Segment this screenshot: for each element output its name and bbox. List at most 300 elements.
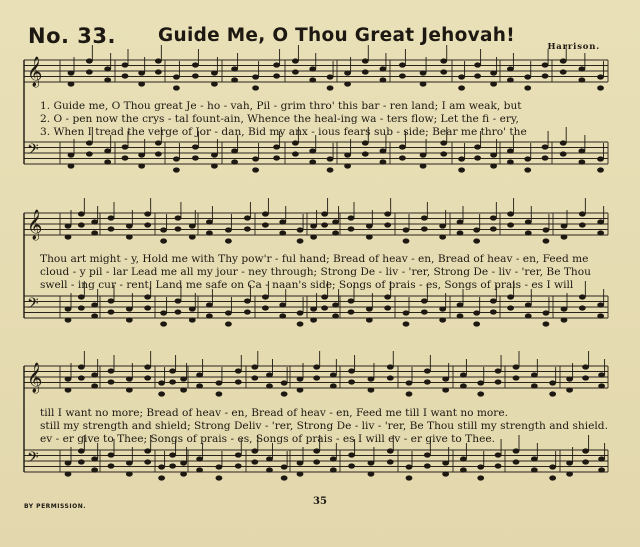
system1-verse2: 2. O - pen now the crys - tal fount-ain, Whence the heal-ing wa - ters flow; Let the fi - ery, [40, 113, 519, 125]
note-head [126, 223, 133, 228]
note-head [91, 383, 98, 388]
note-head [122, 73, 129, 78]
note-head [477, 391, 484, 396]
note-head [597, 313, 604, 318]
note-head [173, 85, 180, 90]
note-head [543, 227, 550, 232]
note-head [108, 226, 115, 231]
note-head [155, 140, 162, 145]
note-head [244, 309, 251, 314]
note-head [525, 313, 532, 318]
note-head [362, 151, 369, 156]
note-head [68, 70, 75, 75]
note-head [421, 309, 428, 314]
note-head [582, 448, 589, 453]
hymn-number: No. 33. [28, 24, 116, 48]
note-head [362, 140, 369, 145]
note-head [235, 463, 242, 468]
note-head [262, 211, 269, 216]
note-head [313, 459, 320, 464]
note-head [144, 375, 151, 380]
note-head [348, 309, 355, 314]
note-head [309, 66, 316, 71]
note-head [597, 230, 604, 235]
note-head [297, 460, 304, 465]
note-head [542, 144, 549, 149]
note-head [297, 321, 304, 326]
note-head [309, 159, 316, 164]
page-number: 35 [313, 496, 327, 507]
note-head [313, 448, 320, 453]
note-head [473, 238, 480, 243]
note-head [348, 368, 355, 373]
note-head [384, 222, 391, 227]
system3-verse3: ev - er give to Thee; Songs of prais - es, Songs of prais - es I will ev - er give to Thee. [40, 433, 495, 445]
note-head [561, 317, 568, 322]
note-head [597, 156, 604, 161]
note-head [490, 81, 497, 86]
note-head [344, 81, 351, 86]
note-head [126, 234, 133, 239]
note-head [380, 66, 387, 71]
note-head [368, 387, 375, 392]
note-head [281, 380, 288, 385]
note-head [65, 471, 72, 476]
note-head [549, 391, 556, 396]
note-head [235, 379, 242, 384]
note-head [216, 380, 223, 385]
note-head [262, 294, 269, 299]
note-head [189, 317, 196, 322]
note-head [273, 155, 280, 160]
note-head [310, 223, 317, 228]
note-head [457, 302, 464, 307]
note-head [158, 475, 165, 480]
note-head [310, 306, 317, 311]
note-head [399, 155, 406, 160]
note-head [235, 452, 242, 457]
note-head [122, 155, 129, 160]
note-head [65, 317, 72, 322]
note-head [597, 167, 604, 172]
note-head [457, 313, 464, 318]
note-head [65, 306, 72, 311]
note-head [332, 219, 339, 224]
note-head [292, 151, 299, 156]
note-head [91, 456, 98, 461]
note-head [566, 471, 573, 476]
note-head [262, 222, 269, 227]
note-head [507, 77, 514, 82]
note-head [225, 310, 232, 315]
note-head [108, 452, 115, 457]
note-head [273, 144, 280, 149]
note-head [273, 73, 280, 78]
note-head [403, 310, 410, 315]
note-head [348, 379, 355, 384]
note-head [531, 372, 538, 377]
note-head [292, 69, 299, 74]
note-head [251, 448, 258, 453]
note-head [549, 380, 556, 385]
note-head [399, 144, 406, 149]
note-head [65, 234, 72, 239]
note-head [78, 375, 85, 380]
note-head [279, 230, 286, 235]
note-head [387, 375, 394, 380]
note-head [362, 58, 369, 63]
note-head [252, 167, 259, 172]
note-head [348, 463, 355, 468]
note-head [196, 456, 203, 461]
note-head [582, 375, 589, 380]
note-head [126, 317, 133, 322]
note-head [330, 383, 337, 388]
note-head [169, 368, 176, 373]
note-head [78, 222, 85, 227]
note-head [542, 62, 549, 67]
note-head [380, 159, 387, 164]
note-head [192, 155, 199, 160]
svg-text:𝄢: 𝄢 [27, 141, 39, 162]
note-head [348, 226, 355, 231]
note-head [144, 294, 151, 299]
note-head [366, 223, 373, 228]
note-head [144, 211, 151, 216]
note-head [231, 148, 238, 153]
note-head [403, 238, 410, 243]
note-head [542, 155, 549, 160]
note-head [474, 73, 481, 78]
note-head [507, 305, 514, 310]
note-head [297, 227, 304, 232]
note-head [158, 464, 165, 469]
note-head [440, 58, 447, 63]
note-head [126, 387, 133, 392]
note-head [490, 215, 497, 220]
note-head [309, 77, 316, 82]
note-head [281, 464, 288, 469]
note-head [543, 310, 550, 315]
note-head [169, 463, 176, 468]
note-head [424, 368, 431, 373]
note-head [279, 302, 286, 307]
note-head [344, 70, 351, 75]
note-head [231, 77, 238, 82]
note-head [549, 475, 556, 480]
note-head [211, 81, 218, 86]
system3-verse2: still my strength and shield; Strong Deliv - 'rer, Strong De - liv - 'rer, Be Thou still my strength and shield. [40, 420, 608, 432]
note-head [560, 140, 567, 145]
system3-verse1: till I want no more; Bread of heav - en, Bread of heav - en, Feed me till I want no more. [40, 407, 509, 419]
note-head [206, 302, 213, 307]
svg-text:𝄢: 𝄢 [27, 295, 39, 316]
note-head [380, 148, 387, 153]
note-head [440, 69, 447, 74]
note-head [578, 148, 585, 153]
note-head [460, 372, 467, 377]
note-head [65, 223, 72, 228]
composer-credit: Harrison. [547, 42, 600, 52]
note-head [160, 227, 167, 232]
note-head [126, 460, 133, 465]
note-head [91, 302, 98, 307]
note-head [158, 380, 165, 385]
note-head [180, 376, 187, 381]
note-head [368, 460, 375, 465]
note-head [231, 66, 238, 71]
note-head [321, 222, 328, 227]
note-head [91, 230, 98, 235]
note-head [473, 227, 480, 232]
note-head [490, 226, 497, 231]
note-head [68, 163, 75, 168]
note-head [266, 372, 273, 377]
note-head [507, 159, 514, 164]
note-head [439, 317, 446, 322]
note-head [561, 234, 568, 239]
note-head [513, 375, 520, 380]
note-head [578, 77, 585, 82]
note-head [597, 85, 604, 90]
note-head [348, 298, 355, 303]
note-head [244, 226, 251, 231]
note-head [442, 460, 449, 465]
note-head [173, 167, 180, 172]
note-head [297, 310, 304, 315]
note-head [138, 152, 145, 157]
note-head [266, 383, 273, 388]
note-head [495, 452, 502, 457]
note-head [344, 152, 351, 157]
permission-note: BY PERMISSION. [24, 503, 87, 510]
note-head [368, 376, 375, 381]
note-head [420, 81, 427, 86]
note-head [507, 222, 514, 227]
note-head [78, 305, 85, 310]
note-head [251, 459, 258, 464]
note-head [313, 375, 320, 380]
note-head [78, 211, 85, 216]
note-head [406, 380, 413, 385]
note-head [279, 219, 286, 224]
note-head [490, 163, 497, 168]
note-head [513, 364, 520, 369]
note-head [206, 230, 213, 235]
note-head [175, 309, 182, 314]
note-head [525, 302, 532, 307]
note-head [78, 364, 85, 369]
note-head [122, 62, 129, 67]
note-head [582, 459, 589, 464]
note-head [155, 151, 162, 156]
note-head [86, 58, 93, 63]
note-head [225, 238, 232, 243]
note-head [78, 448, 85, 453]
note-head [597, 74, 604, 79]
note-head [384, 305, 391, 310]
note-head [65, 460, 72, 465]
note-head [160, 321, 167, 326]
note-head [477, 464, 484, 469]
note-head [108, 379, 115, 384]
note-head [531, 383, 538, 388]
note-head [380, 77, 387, 82]
note-head [122, 144, 129, 149]
note-head [458, 167, 465, 172]
note-head [384, 294, 391, 299]
note-head [196, 372, 203, 377]
note-head [477, 475, 484, 480]
note-head [460, 456, 467, 461]
note-head [442, 376, 449, 381]
system2-verse3: swell - ing cur - rent, Land me safe on Ca - naan's side; Songs of prais - es, Songs of prais - es I will [40, 279, 574, 291]
note-head [160, 238, 167, 243]
note-head [473, 321, 480, 326]
note-head [344, 163, 351, 168]
note-head [189, 306, 196, 311]
note-head [160, 310, 167, 315]
note-head [108, 463, 115, 468]
note-head [68, 81, 75, 86]
note-head [525, 230, 532, 235]
note-head [78, 459, 85, 464]
note-head [566, 376, 573, 381]
note-head [251, 375, 258, 380]
note-head [474, 155, 481, 160]
note-head [175, 298, 182, 303]
note-head [144, 305, 151, 310]
note-head [91, 467, 98, 472]
note-head [442, 387, 449, 392]
hymn-title: Guide Me, O Thou Great Jehovah! [158, 25, 516, 46]
note-head [216, 475, 223, 480]
note-head [490, 70, 497, 75]
note-head [266, 467, 273, 472]
note-head [211, 163, 218, 168]
system1-verse1: 1. Guide me, O Thou great Je - ho - vah, Pil - grim thro' this bar - ren land; I am weak, but [40, 100, 522, 112]
note-head [252, 85, 259, 90]
note-head [225, 227, 232, 232]
note-head [196, 467, 203, 472]
note-head [495, 379, 502, 384]
note-head [458, 156, 465, 161]
note-head [560, 151, 567, 156]
note-head [86, 151, 93, 156]
note-head [144, 364, 151, 369]
note-head [292, 140, 299, 145]
note-head [477, 380, 484, 385]
note-head [561, 306, 568, 311]
note-head [216, 391, 223, 396]
note-head [252, 74, 259, 79]
note-head [327, 74, 334, 79]
note-head [578, 66, 585, 71]
note-head [474, 144, 481, 149]
note-head [440, 151, 447, 156]
note-head [507, 66, 514, 71]
note-head [513, 448, 520, 453]
note-head [273, 62, 280, 67]
note-head [292, 58, 299, 63]
note-head [473, 310, 480, 315]
note-head [421, 215, 428, 220]
note-head [399, 73, 406, 78]
note-head [366, 234, 373, 239]
note-head [525, 219, 532, 224]
note-head [262, 305, 269, 310]
note-head [366, 306, 373, 311]
note-head [421, 298, 428, 303]
system1-verse3: 3. When I tread the verge of Jor - dan, Bid my anx - ious fears sub - side; Bear me thro' the [40, 126, 527, 138]
note-head [420, 152, 427, 157]
note-head [180, 460, 187, 465]
svg-text:𝄢: 𝄢 [27, 449, 39, 470]
note-head [91, 313, 98, 318]
note-head [281, 475, 288, 480]
note-head [457, 219, 464, 224]
note-head [321, 305, 328, 310]
note-head [524, 74, 531, 79]
note-head [206, 219, 213, 224]
note-head [144, 459, 151, 464]
note-head [495, 368, 502, 373]
note-head [458, 85, 465, 90]
note-head [309, 148, 316, 153]
note-head [266, 456, 273, 461]
note-head [180, 471, 187, 476]
note-head [387, 364, 394, 369]
note-head [235, 368, 242, 373]
note-head [158, 391, 165, 396]
note-head [252, 156, 259, 161]
note-head [598, 467, 605, 472]
note-head [366, 317, 373, 322]
note-head [297, 387, 304, 392]
note-head [384, 211, 391, 216]
note-head [321, 294, 328, 299]
note-head [321, 211, 328, 216]
note-head [579, 294, 586, 299]
note-head [91, 219, 98, 224]
note-head [598, 383, 605, 388]
note-head [597, 219, 604, 224]
note-head [310, 234, 317, 239]
note-head [65, 387, 72, 392]
note-head [531, 467, 538, 472]
note-head [420, 163, 427, 168]
note-head [597, 302, 604, 307]
note-head [297, 238, 304, 243]
note-head [424, 452, 431, 457]
note-head [440, 140, 447, 145]
note-head [474, 62, 481, 67]
note-head [144, 448, 151, 453]
note-head [579, 222, 586, 227]
note-head [578, 159, 585, 164]
note-head [155, 58, 162, 63]
note-head [330, 456, 337, 461]
note-head [189, 234, 196, 239]
note-head [180, 387, 187, 392]
note-head [457, 230, 464, 235]
note-head [126, 376, 133, 381]
note-head [566, 460, 573, 465]
note-head [155, 69, 162, 74]
svg-text:𝄞: 𝄞 [27, 363, 43, 393]
note-head [297, 471, 304, 476]
note-head [439, 234, 446, 239]
